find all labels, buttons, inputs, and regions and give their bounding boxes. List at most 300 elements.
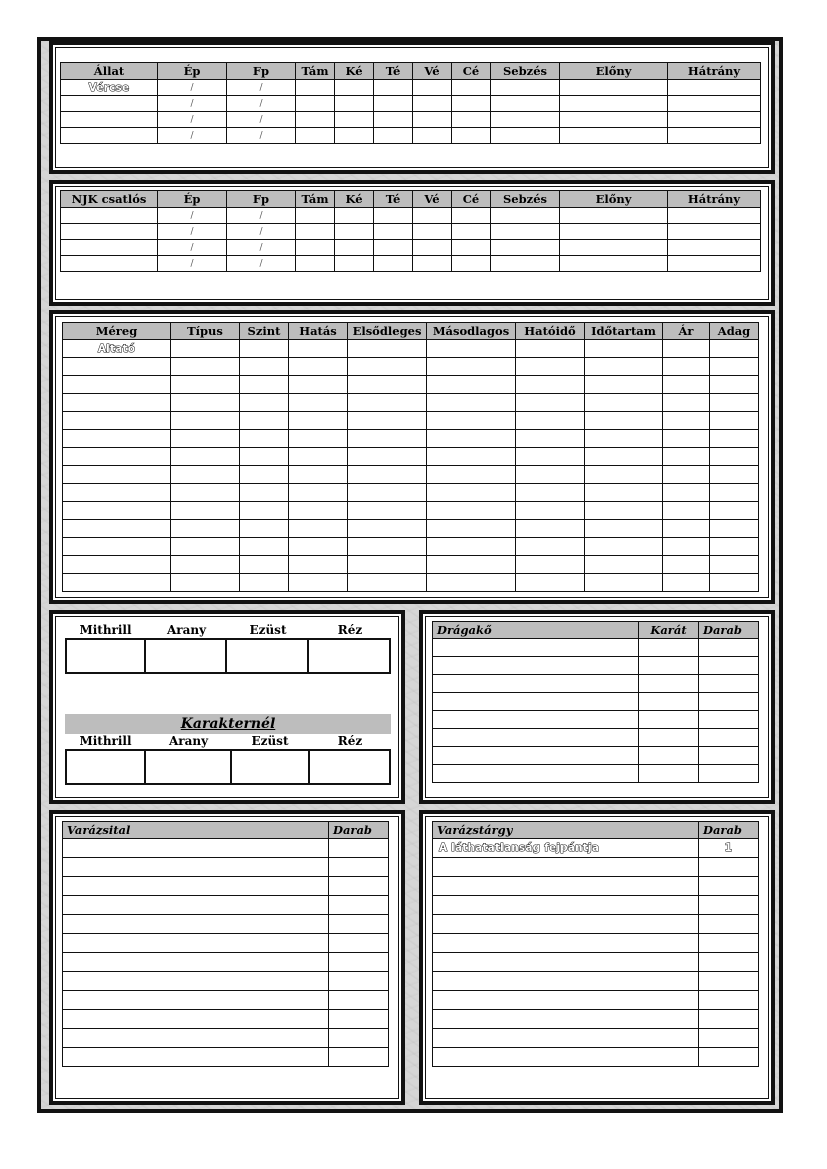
table-cell[interactable] [639,711,699,729]
table-cell[interactable] [516,412,585,430]
table-cell[interactable] [289,574,348,592]
mithrill-field[interactable] [65,638,146,674]
table-cell[interactable] [240,466,289,484]
table-cell[interactable] [663,412,710,430]
table-cell[interactable] [668,256,761,272]
table-cell[interactable] [663,448,710,466]
table-cell[interactable] [348,412,427,430]
table-cell[interactable] [433,693,639,711]
table-cell[interactable] [433,858,699,877]
table-cell[interactable] [427,502,516,520]
table-cell[interactable] [289,502,348,520]
table-cell[interactable] [516,448,585,466]
table-cell[interactable] [433,1029,699,1048]
table-cell[interactable] [413,96,452,112]
table-cell[interactable] [433,896,699,915]
table-cell[interactable] [452,224,491,240]
table-cell[interactable] [516,574,585,592]
table-cell[interactable] [63,430,171,448]
npc-name-cell[interactable] [61,208,158,224]
table-cell[interactable] [289,520,348,538]
table-cell[interactable] [585,466,663,484]
table-cell[interactable] [427,430,516,448]
table-cell[interactable] [335,80,374,96]
mithrill-field[interactable] [65,749,146,785]
table-cell[interactable] [289,394,348,412]
table-cell[interactable] [374,112,413,128]
table-cell[interactable] [668,208,761,224]
table-cell[interactable] [491,208,560,224]
table-cell[interactable] [63,376,171,394]
table-cell[interactable] [668,112,761,128]
table-cell[interactable] [560,256,668,272]
table-cell[interactable] [329,972,389,991]
table-cell[interactable] [296,112,335,128]
table-cell[interactable] [329,991,389,1010]
table-cell[interactable] [63,448,171,466]
table-cell[interactable] [413,256,452,272]
table-cell[interactable] [585,394,663,412]
table-cell[interactable] [374,256,413,272]
poison-name-cell[interactable] [63,340,171,358]
table-cell[interactable] [663,556,710,574]
table-cell[interactable] [63,1048,329,1067]
table-cell[interactable] [335,240,374,256]
table-cell[interactable] [710,376,759,394]
table-cell[interactable] [329,1010,389,1029]
table-cell[interactable] [413,208,452,224]
table-cell[interactable] [240,394,289,412]
table-cell[interactable] [171,574,240,592]
table-cell[interactable] [663,502,710,520]
table-cell[interactable] [710,538,759,556]
table-cell[interactable] [374,224,413,240]
table-cell[interactable] [335,112,374,128]
animal-name-cell[interactable] [61,80,158,96]
table-cell[interactable] [663,430,710,448]
table-cell[interactable] [63,934,329,953]
table-cell[interactable] [699,915,759,934]
fp-cell[interactable]: / [227,256,296,272]
table-cell[interactable] [699,657,759,675]
table-cell[interactable] [699,858,759,877]
table-cell[interactable] [516,556,585,574]
table-cell[interactable] [374,208,413,224]
table-cell[interactable] [329,858,389,877]
fp-cell[interactable]: / [227,128,296,144]
table-cell[interactable] [516,430,585,448]
table-cell[interactable] [663,340,710,358]
table-cell[interactable] [289,412,348,430]
table-cell[interactable] [516,376,585,394]
ep-cell[interactable]: / [158,256,227,272]
rez-field[interactable] [309,638,391,674]
table-cell[interactable] [171,340,240,358]
table-cell[interactable] [289,556,348,574]
table-cell[interactable] [335,224,374,240]
table-cell[interactable] [516,502,585,520]
table-cell[interactable] [452,208,491,224]
table-cell[interactable] [710,466,759,484]
table-cell[interactable] [639,729,699,747]
table-cell[interactable] [329,1048,389,1067]
fp-cell[interactable]: / [227,96,296,112]
table-cell[interactable] [433,953,699,972]
table-cell[interactable] [171,358,240,376]
table-cell[interactable] [452,256,491,272]
table-cell[interactable] [560,112,668,128]
table-cell[interactable] [668,96,761,112]
table-cell[interactable] [427,358,516,376]
table-cell[interactable] [710,394,759,412]
table-cell[interactable] [348,466,427,484]
animal-name-cell[interactable] [61,128,158,144]
fp-cell[interactable]: / [227,80,296,96]
table-cell[interactable] [427,520,516,538]
table-cell[interactable] [374,240,413,256]
table-cell[interactable] [63,538,171,556]
table-cell[interactable] [171,448,240,466]
table-cell[interactable] [63,877,329,896]
table-cell[interactable] [348,340,427,358]
table-cell[interactable] [240,556,289,574]
table-cell[interactable] [663,538,710,556]
table-cell[interactable] [348,430,427,448]
table-cell[interactable] [699,991,759,1010]
table-cell[interactable] [240,376,289,394]
table-cell[interactable] [296,128,335,144]
table-cell[interactable] [433,972,699,991]
table-cell[interactable] [452,112,491,128]
table-cell[interactable] [289,538,348,556]
table-cell[interactable] [240,358,289,376]
table-cell[interactable] [585,574,663,592]
table-cell[interactable] [452,128,491,144]
table-cell[interactable] [413,112,452,128]
ep-cell[interactable]: / [158,240,227,256]
table-cell[interactable] [516,520,585,538]
ezust-field[interactable] [227,638,309,674]
table-cell[interactable] [639,765,699,783]
table-cell[interactable] [585,556,663,574]
magic-item-count-cell[interactable] [699,839,759,858]
table-cell[interactable] [699,639,759,657]
table-cell[interactable] [639,747,699,765]
npc-name-cell[interactable] [61,224,158,240]
table-cell[interactable] [171,502,240,520]
table-cell[interactable] [348,376,427,394]
table-cell[interactable] [433,877,699,896]
ep-cell[interactable]: / [158,224,227,240]
arany-field[interactable] [146,749,232,785]
table-cell[interactable] [289,376,348,394]
table-cell[interactable] [335,128,374,144]
table-cell[interactable] [335,256,374,272]
table-cell[interactable] [699,972,759,991]
table-cell[interactable] [329,915,389,934]
table-cell[interactable] [710,556,759,574]
table-cell[interactable] [452,96,491,112]
table-cell[interactable] [585,430,663,448]
table-cell[interactable] [171,466,240,484]
table-cell[interactable] [171,394,240,412]
table-cell[interactable] [699,765,759,783]
table-cell[interactable] [710,484,759,502]
table-cell[interactable] [289,358,348,376]
table-cell[interactable] [348,394,427,412]
table-cell[interactable] [296,80,335,96]
table-cell[interactable] [433,747,639,765]
table-cell[interactable] [348,448,427,466]
table-cell[interactable] [699,693,759,711]
table-cell[interactable] [329,934,389,953]
table-cell[interactable] [585,520,663,538]
table-cell[interactable] [296,256,335,272]
table-cell[interactable] [452,80,491,96]
table-cell[interactable] [348,484,427,502]
table-cell[interactable] [516,340,585,358]
table-cell[interactable] [710,358,759,376]
table-cell[interactable] [296,224,335,240]
table-cell[interactable] [63,466,171,484]
table-cell[interactable] [585,340,663,358]
table-cell[interactable] [63,972,329,991]
table-cell[interactable] [413,128,452,144]
npc-name-cell[interactable] [61,240,158,256]
table-cell[interactable] [63,839,329,858]
table-cell[interactable] [63,412,171,430]
table-cell[interactable] [63,358,171,376]
table-cell[interactable] [427,412,516,430]
table-cell[interactable] [699,896,759,915]
table-cell[interactable] [433,729,639,747]
table-cell[interactable] [710,520,759,538]
arany-field[interactable] [146,638,227,674]
table-cell[interactable] [639,639,699,657]
table-cell[interactable] [433,657,639,675]
table-cell[interactable] [710,574,759,592]
table-cell[interactable] [240,412,289,430]
table-cell[interactable] [374,80,413,96]
table-cell[interactable] [663,484,710,502]
table-cell[interactable] [516,538,585,556]
table-cell[interactable] [413,224,452,240]
table-cell[interactable] [240,340,289,358]
table-cell[interactable] [663,376,710,394]
ezust-field[interactable] [232,749,310,785]
table-cell[interactable] [329,953,389,972]
table-cell[interactable] [171,520,240,538]
table-cell[interactable] [171,484,240,502]
table-cell[interactable] [699,953,759,972]
table-cell[interactable] [63,915,329,934]
table-cell[interactable] [585,502,663,520]
table-cell[interactable] [491,112,560,128]
table-cell[interactable] [335,96,374,112]
table-cell[interactable] [491,96,560,112]
table-cell[interactable] [710,412,759,430]
table-cell[interactable] [668,240,761,256]
table-cell[interactable] [171,430,240,448]
table-cell[interactable] [699,747,759,765]
ep-cell[interactable]: / [158,112,227,128]
table-cell[interactable] [663,520,710,538]
table-cell[interactable] [433,639,639,657]
table-cell[interactable] [639,693,699,711]
table-cell[interactable] [663,466,710,484]
table-cell[interactable] [699,1029,759,1048]
table-cell[interactable] [663,358,710,376]
table-cell[interactable] [560,128,668,144]
table-cell[interactable] [491,240,560,256]
table-cell[interactable] [296,208,335,224]
table-cell[interactable] [296,240,335,256]
table-cell[interactable] [585,484,663,502]
table-cell[interactable] [240,484,289,502]
table-cell[interactable] [348,358,427,376]
table-cell[interactable] [663,574,710,592]
table-cell[interactable] [668,224,761,240]
table-cell[interactable] [639,675,699,693]
table-cell[interactable] [433,991,699,1010]
table-cell[interactable] [240,502,289,520]
table-cell[interactable] [585,358,663,376]
table-cell[interactable] [427,574,516,592]
table-cell[interactable] [289,484,348,502]
table-cell[interactable] [560,224,668,240]
table-cell[interactable] [63,484,171,502]
table-cell[interactable] [63,556,171,574]
table-cell[interactable] [289,448,348,466]
table-cell[interactable] [348,556,427,574]
table-cell[interactable] [427,394,516,412]
table-cell[interactable] [427,466,516,484]
ep-cell[interactable]: / [158,128,227,144]
table-cell[interactable] [63,896,329,915]
table-cell[interactable] [699,877,759,896]
table-cell[interactable] [240,574,289,592]
table-cell[interactable] [63,394,171,412]
table-cell[interactable] [699,729,759,747]
table-cell[interactable] [427,538,516,556]
table-cell[interactable] [413,80,452,96]
table-cell[interactable] [63,520,171,538]
table-cell[interactable] [171,538,240,556]
table-cell[interactable] [427,484,516,502]
table-cell[interactable] [668,128,761,144]
table-cell[interactable] [427,376,516,394]
table-cell[interactable] [329,877,389,896]
npc-name-cell[interactable] [61,256,158,272]
table-cell[interactable] [491,128,560,144]
table-cell[interactable] [433,1048,699,1067]
table-cell[interactable] [433,1010,699,1029]
table-cell[interactable] [516,394,585,412]
table-cell[interactable] [433,765,639,783]
fp-cell[interactable]: / [227,224,296,240]
table-cell[interactable] [171,412,240,430]
ep-cell[interactable]: / [158,96,227,112]
table-cell[interactable] [329,896,389,915]
table-cell[interactable] [171,376,240,394]
table-cell[interactable] [491,224,560,240]
table-cell[interactable] [63,1029,329,1048]
animal-name-cell[interactable] [61,96,158,112]
ep-cell[interactable]: / [158,80,227,96]
table-cell[interactable] [63,1010,329,1029]
table-cell[interactable] [296,96,335,112]
table-cell[interactable] [668,80,761,96]
table-cell[interactable] [639,657,699,675]
table-cell[interactable] [560,80,668,96]
table-cell[interactable] [348,520,427,538]
table-cell[interactable] [329,1029,389,1048]
table-cell[interactable] [663,394,710,412]
table-cell[interactable] [710,430,759,448]
rez-field[interactable] [310,749,391,785]
table-cell[interactable] [585,412,663,430]
fp-cell[interactable]: / [227,208,296,224]
table-cell[interactable] [699,711,759,729]
table-cell[interactable] [699,1010,759,1029]
table-cell[interactable] [433,915,699,934]
table-cell[interactable] [63,991,329,1010]
table-cell[interactable] [289,466,348,484]
table-cell[interactable] [516,484,585,502]
table-cell[interactable] [560,96,668,112]
table-cell[interactable] [171,556,240,574]
table-cell[interactable] [585,376,663,394]
table-cell[interactable] [491,256,560,272]
table-cell[interactable] [710,502,759,520]
table-cell[interactable] [491,80,560,96]
table-cell[interactable] [240,520,289,538]
table-cell[interactable] [699,934,759,953]
fp-cell[interactable]: / [227,112,296,128]
fp-cell[interactable]: / [227,240,296,256]
table-cell[interactable] [710,448,759,466]
table-cell[interactable] [289,430,348,448]
table-cell[interactable] [374,96,413,112]
table-cell[interactable] [516,466,585,484]
table-cell[interactable] [348,574,427,592]
table-cell[interactable] [240,448,289,466]
table-cell[interactable] [63,574,171,592]
table-cell[interactable] [63,858,329,877]
table-cell[interactable] [374,128,413,144]
table-cell[interactable] [413,240,452,256]
table-cell[interactable] [710,340,759,358]
table-cell[interactable] [348,538,427,556]
table-cell[interactable] [560,208,668,224]
table-cell[interactable] [63,953,329,972]
table-cell[interactable] [427,556,516,574]
table-cell[interactable] [427,448,516,466]
table-cell[interactable] [585,448,663,466]
table-cell[interactable] [433,675,639,693]
magic-item-name-cell[interactable] [433,839,699,858]
table-cell[interactable] [289,340,348,358]
ep-cell[interactable]: / [158,208,227,224]
table-cell[interactable] [348,502,427,520]
table-cell[interactable] [452,240,491,256]
table-cell[interactable] [427,340,516,358]
table-cell[interactable] [240,430,289,448]
table-cell[interactable] [699,1048,759,1067]
table-cell[interactable] [699,675,759,693]
animal-name-cell[interactable] [61,112,158,128]
table-cell[interactable] [516,358,585,376]
